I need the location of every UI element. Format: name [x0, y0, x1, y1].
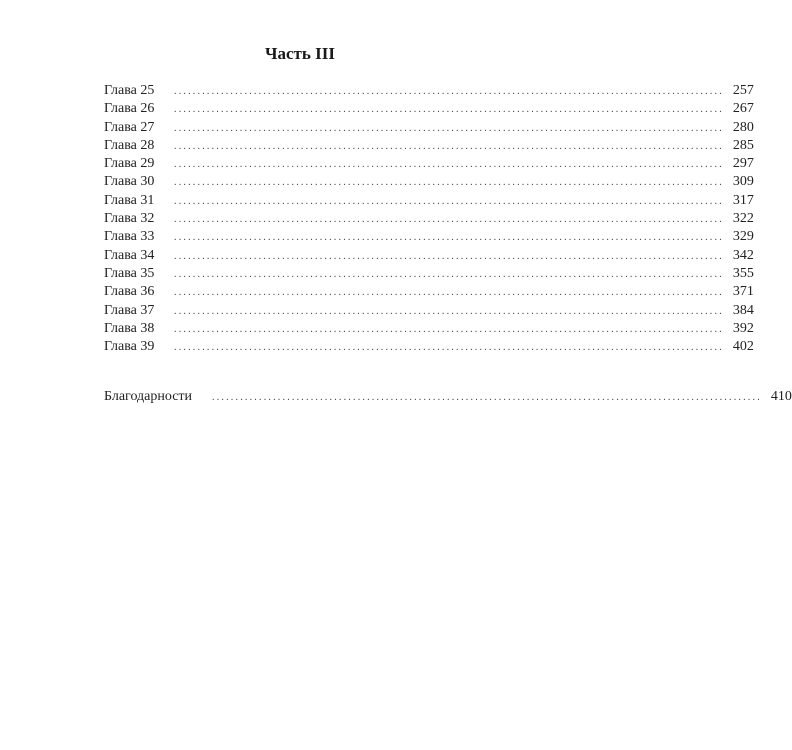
chapter-label: Глава 35: [104, 265, 155, 281]
part-title: Часть III: [265, 44, 335, 63]
page-number: 342: [732, 247, 754, 263]
chapter-label: Глава 33: [104, 229, 155, 245]
toc-entry-acknowledgements: [104, 388, 792, 406]
chapter-label: Глава 34: [104, 247, 155, 263]
page-number: 410: [770, 389, 792, 404]
dot-leader: .....................................................................................................................: [174, 122, 724, 134]
toc-entry-chapter-33: [104, 228, 754, 246]
toc-entry-chapter-36: [104, 283, 754, 301]
chapter-label: Глава 28: [104, 137, 155, 153]
toc-entry-chapter-37: [104, 302, 754, 320]
toc-entry-chapter-39: [104, 338, 754, 356]
dot-leader: .....................................................................................................................: [174, 287, 724, 299]
toc-entry-chapter-28: [104, 137, 754, 155]
dot-leader: .....................................................................................................................: [174, 104, 724, 116]
page-number: 329: [732, 229, 754, 245]
page-number: 317: [732, 192, 754, 208]
dot-leader: .....................................................................................................................: [174, 268, 724, 280]
dot-leader: .....................................................................................................................: [174, 250, 724, 262]
page-number: 371: [732, 284, 754, 300]
toc-entry-chapter-34: [104, 247, 754, 265]
chapter-label: Глава 37: [104, 302, 155, 318]
dot-leader: .....................................................................................................................: [174, 140, 724, 152]
dot-leader: .....................................................................................................................: [174, 342, 724, 354]
chapter-label: Глава 38: [104, 320, 155, 336]
toc-entry-chapter-31: [104, 192, 754, 210]
chapter-label: Глава 25: [104, 83, 155, 98]
dot-leader: .....................................................................................................................: [174, 232, 724, 244]
chapter-label: Глава 27: [104, 119, 155, 135]
page-number: 285: [732, 137, 754, 153]
toc-entry-chapter-30: [104, 173, 754, 191]
page-number: 309: [732, 174, 754, 190]
chapter-label: Глава 36: [104, 284, 155, 300]
page-number: 392: [732, 320, 754, 336]
toc-entry-chapter-29: [104, 155, 754, 173]
dot-leader: .....................................................................................................................: [174, 214, 724, 226]
page-number: 257: [732, 83, 754, 98]
page-number: 297: [732, 156, 754, 172]
chapter-label: Глава 31: [104, 192, 155, 208]
chapter-label: Глава 39: [104, 339, 155, 355]
acknowledgements-entry: [104, 388, 792, 406]
dot-leader: .....................................................................................................................: [174, 177, 724, 189]
acknowledgements-label: Благодарности: [104, 389, 193, 404]
chapter-label: Глава 26: [104, 101, 155, 117]
table-of-contents: [104, 82, 754, 356]
page-number: 402: [732, 339, 754, 355]
page-number: 355: [732, 265, 754, 281]
dot-leader: .....................................................................................................................: [174, 195, 724, 207]
toc-entry-chapter-27: [104, 119, 754, 137]
dot-leader: .....................................................................................................................: [174, 323, 724, 335]
dot-leader: .....................................................................................................................: [174, 305, 724, 317]
chapter-label: Глава 29: [104, 156, 155, 172]
toc-entry-chapter-35: [104, 265, 754, 283]
page-number: 322: [732, 211, 754, 227]
toc-entry-chapter-32: [104, 210, 754, 228]
toc-entry-chapter-26: [104, 100, 754, 118]
dot-leader: .....................................................................................................................: [174, 159, 724, 171]
dot-leader: .....................................................................................................................: [212, 392, 762, 403]
toc-entry-chapter-25: [104, 82, 754, 100]
chapter-label: Глава 32: [104, 211, 155, 227]
page-number: 267: [732, 101, 754, 117]
page-number: 280: [732, 119, 754, 135]
page-number: 384: [732, 302, 754, 318]
chapter-label: Глава 30: [104, 174, 155, 190]
dot-leader: .....................................................................................................................: [174, 86, 724, 97]
toc-entry-chapter-38: [104, 320, 754, 338]
